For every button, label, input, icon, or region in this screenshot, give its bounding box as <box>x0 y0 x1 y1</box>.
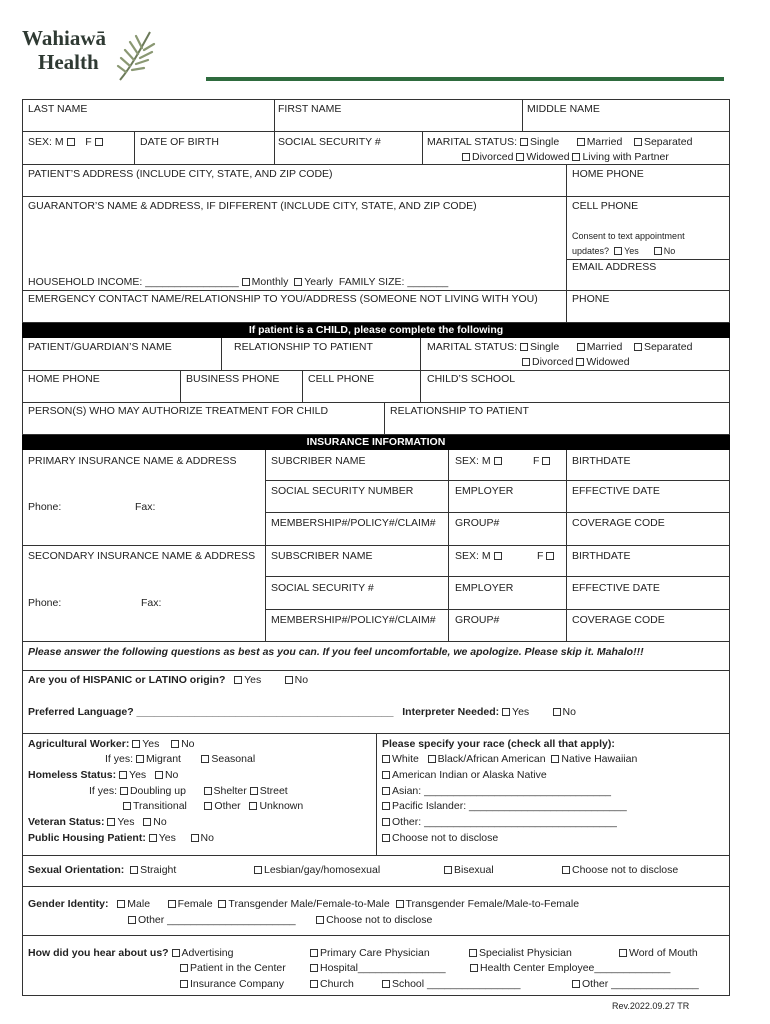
homeless-no-label: No <box>164 769 179 781</box>
child-marital-row2 <box>522 355 630 369</box>
gender-label: Gender Identity: <box>28 898 109 910</box>
veteran-label: Veteran Status: <box>28 816 105 828</box>
child-married-label: Married <box>586 341 623 353</box>
birthdate-2-label: BIRTHDATE <box>572 550 631 562</box>
black-label: Black/African American <box>437 753 546 765</box>
patient-address-label: PATIENT’S ADDRESS (INCLUDE CITY, STATE, AND ZIP CODE) <box>28 168 333 180</box>
divorced-label: Divorced <box>472 151 514 163</box>
guardian-relationship-label: RELATIONSHIP TO PATIENT <box>234 341 373 353</box>
hispanic-label: Are you of HISPANIC or LATINO origin? <box>28 674 226 686</box>
sex-f-checkbox[interactable] <box>95 138 103 146</box>
employee-checkbox[interactable] <box>470 964 478 972</box>
school-option <box>382 977 520 991</box>
race-other-checkbox[interactable] <box>382 818 390 826</box>
bisexual-checkbox[interactable] <box>444 866 452 874</box>
first-name-label: FIRST NAME <box>278 103 342 115</box>
ag-if-yes-label: If yes: <box>105 753 134 765</box>
gender-row2 <box>128 913 432 927</box>
street-label: Street <box>259 785 288 797</box>
orientation-decline-option <box>562 863 678 877</box>
logo-line2: Health <box>38 50 99 74</box>
school-checkbox[interactable] <box>382 980 390 988</box>
race-row5 <box>382 815 617 829</box>
employer-label: EMPLOYER <box>455 485 514 497</box>
widowed-label: Widowed <box>526 151 570 163</box>
trans-mf-checkbox[interactable] <box>218 900 226 908</box>
ins2-sex-f <box>537 549 556 563</box>
membership-label: MEMBERSHIP#/POLICY#/CLAIM# <box>271 517 436 529</box>
unknown-label: Unknown <box>259 800 304 812</box>
lesbian-label: Lesbian/gay/homosexual <box>264 864 381 876</box>
gender-row1 <box>28 897 579 911</box>
homeless-no-checkbox[interactable] <box>155 771 163 779</box>
logo-line1: Wahiawā <box>22 26 107 50</box>
doubling-label: Doubling up <box>129 785 186 797</box>
hawaiian-label: Native Hawaiian <box>561 753 638 765</box>
child-school-label: CHILD’S SCHOOL <box>427 373 516 385</box>
hispanic-question <box>28 673 308 687</box>
sex-f-label: F <box>85 136 92 148</box>
ag-no-checkbox[interactable] <box>171 740 179 748</box>
hear-other-option <box>572 977 699 991</box>
child-single-checkbox[interactable] <box>520 343 528 351</box>
child-home-phone-label: HOME PHONE <box>28 373 100 385</box>
homeless-detail-row2 <box>123 799 303 813</box>
word-label: Word of Mouth <box>629 947 698 959</box>
child-marital-row1 <box>427 340 692 354</box>
interpreter-yes-label: Yes <box>512 706 530 718</box>
coverage-code-label: COVERAGE CODE <box>572 517 665 529</box>
effective-date-label: EFFECTIVE DATE <box>572 485 660 497</box>
home-phone-label: HOME PHONE <box>572 168 644 180</box>
hospital-option <box>310 961 446 975</box>
widowed-checkbox[interactable] <box>516 153 524 161</box>
child-marital-label: MARITAL STATUS: <box>427 341 518 353</box>
race-row4 <box>382 799 627 813</box>
advertising-checkbox[interactable] <box>172 949 180 957</box>
child-cell-phone-label: CELL PHONE <box>308 373 375 385</box>
last-name-label: LAST NAME <box>28 103 88 115</box>
trans-fm-label: Transgender Female/Male-to-Female <box>405 898 580 910</box>
ins-company-option <box>180 977 284 991</box>
married-checkbox[interactable] <box>577 138 585 146</box>
specialist-checkbox[interactable] <box>469 949 477 957</box>
homeless-label: Homeless Status: <box>28 769 117 781</box>
pacific-checkbox[interactable] <box>382 802 390 810</box>
subscriber-name-2-label: SUBSCRIBER NAME <box>271 550 373 562</box>
guarantor-label: GUARANTOR’S NAME & ADDRESS, IF DIFFERENT (INCLUDE CITY, STATE, AND ZIP CODE) <box>28 200 477 212</box>
consent-no-label: No <box>663 246 676 256</box>
church-checkbox[interactable] <box>310 980 318 988</box>
single-checkbox[interactable] <box>520 138 528 146</box>
interpreter-yes-checkbox[interactable] <box>502 708 510 716</box>
ag-worker-row <box>28 737 195 751</box>
shelter-checkbox[interactable] <box>204 787 212 795</box>
race-decline-label: Choose not to disclose <box>392 832 499 844</box>
interpreter-no-checkbox[interactable] <box>553 708 561 716</box>
school-label: School ________________ <box>392 978 521 990</box>
homeless-other-label: Other <box>214 800 241 812</box>
monthly-checkbox[interactable] <box>242 278 250 286</box>
secondary-phone-label: Phone: <box>28 597 62 609</box>
ins-sex-f <box>533 454 552 468</box>
church-option <box>310 977 354 991</box>
header-rule <box>206 77 724 81</box>
marital-label: MARITAL STATUS: <box>427 136 518 148</box>
child-separated-label: Separated <box>643 341 693 353</box>
divorced-checkbox[interactable] <box>462 153 470 161</box>
specialist-label: Specialist Physician <box>479 947 572 959</box>
ins-sex-f-checkbox[interactable] <box>542 457 550 465</box>
hospital-checkbox[interactable] <box>310 964 318 972</box>
unknown-checkbox[interactable] <box>249 802 257 810</box>
language-label: Preferred Language? ____________________________________________ <box>28 706 394 718</box>
primary-care-checkbox[interactable] <box>310 949 318 957</box>
orientation-row <box>28 863 176 877</box>
consent-yes-checkbox[interactable] <box>614 247 622 255</box>
lesbian-checkbox[interactable] <box>254 866 262 874</box>
single-label: Single <box>529 136 560 148</box>
child-divorced-label: Divorced <box>532 356 574 368</box>
interpreter-label: Interpreter Needed: <box>402 706 500 718</box>
hispanic-yes-label: Yes <box>244 674 262 686</box>
homeless-yes-checkbox[interactable] <box>119 771 127 779</box>
hear-other-checkbox[interactable] <box>572 980 580 988</box>
authorize-relationship-label: RELATIONSHIP TO PATIENT <box>390 405 529 417</box>
homeless-yes-label: Yes <box>129 769 147 781</box>
primary-phone-label: Phone: <box>28 501 62 513</box>
group-label: GROUP# <box>455 517 500 529</box>
female-label: Female <box>177 898 213 910</box>
interpreter-no-label: No <box>562 706 576 718</box>
homeless-other-checkbox[interactable] <box>204 802 212 810</box>
child-section-header: If patient is a CHILD, please complete the following <box>22 323 730 338</box>
household-income-label: HOUSEHOLD INCOME: ________________ <box>28 276 239 288</box>
street-checkbox[interactable] <box>250 787 258 795</box>
housing-label: Public Housing Patient: <box>28 832 146 844</box>
email-label: EMAIL ADDRESS <box>572 261 657 273</box>
race-row1 <box>382 752 637 766</box>
partner-label: Living with Partner <box>582 151 669 163</box>
homeless-detail-row1 <box>89 784 288 798</box>
ag-worker-label: Agricultural Worker: <box>28 738 130 750</box>
monthly-label: Monthly <box>251 276 289 288</box>
language-row <box>28 705 576 719</box>
veteran-row <box>28 815 167 829</box>
ag-yes-label: Yes <box>142 738 160 750</box>
homeless-row <box>28 768 178 782</box>
male-checkbox[interactable] <box>117 900 125 908</box>
ins-company-label: Insurance Company <box>190 978 284 990</box>
palm-leaf-icon <box>116 28 156 82</box>
race-other-label: Other: _________________________________ <box>392 816 617 828</box>
primary-insurance-label: PRIMARY INSURANCE NAME & ADDRESS <box>28 455 237 467</box>
trans-fm-checkbox[interactable] <box>396 900 404 908</box>
gender-other-checkbox[interactable] <box>128 916 136 924</box>
veteran-yes-label: Yes <box>117 816 135 828</box>
membership-2-label: MEMBERSHIP#/POLICY#/CLAIM# <box>271 614 436 626</box>
household-income-row <box>28 275 448 289</box>
sex-m-checkbox[interactable] <box>67 138 75 146</box>
church-label: Church <box>320 978 354 990</box>
child-married-checkbox[interactable] <box>577 343 585 351</box>
american-indian-checkbox[interactable] <box>382 771 390 779</box>
race-row3 <box>382 784 611 798</box>
bisexual-label: Bisexual <box>454 864 494 876</box>
logo <box>20 24 160 84</box>
bisexual-option <box>444 863 494 877</box>
child-business-phone-label: BUSINESS PHONE <box>186 373 280 385</box>
hispanic-yes-checkbox[interactable] <box>234 676 242 684</box>
yearly-label: Yearly <box>304 276 334 288</box>
ins2-sex-m <box>455 549 504 563</box>
authorize-label: PERSON(S) WHO MAY AUTHORIZE TREATMENT FOR CHILD <box>28 405 329 417</box>
employee-option <box>470 961 670 975</box>
veteran-yes-checkbox[interactable] <box>107 818 115 826</box>
ag-no-label: No <box>181 738 195 750</box>
migrant-checkbox[interactable] <box>136 755 144 763</box>
in-center-label: Patient in the Center <box>190 962 286 974</box>
consent-question: updates? <box>572 246 610 256</box>
migrant-label: Migrant <box>145 753 181 765</box>
yearly-checkbox[interactable] <box>294 278 302 286</box>
marital-status-row2 <box>462 150 669 164</box>
child-widowed-label: Widowed <box>586 356 630 368</box>
sex-label: SEX: M <box>28 136 64 148</box>
separated-checkbox[interactable] <box>634 138 642 146</box>
straight-checkbox[interactable] <box>130 866 138 874</box>
guardian-name-label: PATIENT/GUARDIAN’S NAME <box>28 341 172 353</box>
cell-phone-label: CELL PHONE <box>572 200 639 212</box>
employee-label: Health Center Employee_____________ <box>480 962 671 974</box>
homeless-if-yes-label: If yes: <box>89 785 118 797</box>
revision-footer: Rev.2022.09.27 TR <box>612 1001 690 1011</box>
consent-no-checkbox[interactable] <box>654 247 662 255</box>
survey-intro: Please answer the following questions as best as you can. If you feel uncomfortable, we apologize. Please skip it. Mahalo!!! <box>28 646 644 658</box>
seasonal-checkbox[interactable] <box>201 755 209 763</box>
primary-care-label: Primary Care Physician <box>320 947 430 959</box>
transitional-label: Transitional <box>133 800 187 812</box>
hear-other-label: Other _______________ <box>582 978 699 990</box>
shelter-label: Shelter <box>213 785 247 797</box>
veteran-no-checkbox[interactable] <box>143 818 151 826</box>
housing-no-label: No <box>200 832 214 844</box>
child-widowed-checkbox[interactable] <box>576 358 584 366</box>
ins-sex-m <box>455 454 504 468</box>
black-checkbox[interactable] <box>428 755 436 763</box>
word-checkbox[interactable] <box>619 949 627 957</box>
pacific-label: Pacific Islander: ___________________________ <box>392 800 627 812</box>
employer-2-label: EMPLOYER <box>455 582 514 594</box>
hospital-label: Hospital_______________ <box>320 962 446 974</box>
housing-yes-label: Yes <box>158 832 176 844</box>
ag-detail-row <box>105 752 255 766</box>
child-single-label: Single <box>529 341 560 353</box>
insurance-section-header: INSURANCE INFORMATION <box>22 435 730 450</box>
subscriber-name-label: SUBCRIBER NAME <box>271 455 366 467</box>
ssn-label: SOCIAL SECURITY # <box>278 136 381 148</box>
separated-label: Separated <box>643 136 693 148</box>
lesbian-option <box>254 863 380 877</box>
ins2-sex-m-label: SEX: M <box>455 550 491 562</box>
consent-label: Consent to text appointment <box>572 231 685 241</box>
straight-label: Straight <box>140 864 177 876</box>
hispanic-no-checkbox[interactable] <box>285 676 293 684</box>
middle-name-label: MIDDLE NAME <box>527 103 600 115</box>
secondary-insurance-label: SECONDARY INSURANCE NAME & ADDRESS <box>28 550 256 562</box>
female-checkbox[interactable] <box>168 900 176 908</box>
advertising-label: Advertising <box>181 947 234 959</box>
ins-sex-m-checkbox[interactable] <box>494 457 502 465</box>
race-row2 <box>382 768 547 782</box>
ssn-2-label: SOCIAL SECURITY # <box>271 582 374 594</box>
ssn-number-label: SOCIAL SECURITY NUMBER <box>271 485 414 497</box>
in-center-option <box>180 961 286 975</box>
secondary-fax-label: Fax: <box>141 597 162 609</box>
child-separated-checkbox[interactable] <box>634 343 642 351</box>
in-center-checkbox[interactable] <box>180 964 188 972</box>
asian-label: Asian: ________________________________ <box>392 785 611 797</box>
ins-sex-m-label: SEX: M <box>455 455 491 467</box>
consent-options <box>572 244 675 258</box>
gender-decline-label: Choose not to disclose <box>326 914 433 926</box>
emergency-phone-label: PHONE <box>572 293 610 305</box>
seasonal-label: Seasonal <box>211 753 256 765</box>
housing-yes-checkbox[interactable] <box>149 834 157 842</box>
emergency-contact-label: EMERGENCY CONTACT NAME/RELATIONSHIP TO YOU/ADDRESS (SOMEONE NOT LIVING WITH YOU) <box>28 293 538 305</box>
marital-status-row1 <box>427 135 692 149</box>
hispanic-no-label: No <box>294 674 309 686</box>
race-title: Please specify your race (check all that apply): <box>382 738 615 750</box>
dob-label: DATE OF BIRTH <box>140 136 219 148</box>
veteran-no-label: No <box>153 816 167 828</box>
gender-other-label: Other ______________________ <box>138 914 296 926</box>
orientation-decline-checkbox[interactable] <box>562 866 570 874</box>
ins-company-checkbox[interactable] <box>180 980 188 988</box>
white-label: White <box>392 753 419 765</box>
doubling-checkbox[interactable] <box>120 787 128 795</box>
ins2-sex-f-checkbox[interactable] <box>546 552 554 560</box>
white-checkbox[interactable] <box>382 755 390 763</box>
trans-mf-label: Transgender Male/Female-to-Male <box>228 898 390 910</box>
housing-no-checkbox[interactable] <box>191 834 199 842</box>
sex-field <box>28 135 105 149</box>
hear-row1 <box>28 946 233 960</box>
race-decline-checkbox[interactable] <box>382 834 390 842</box>
primary-fax-label: Fax: <box>135 501 156 513</box>
housing-row <box>28 831 214 845</box>
gender-decline-checkbox[interactable] <box>316 916 324 924</box>
ag-yes-checkbox[interactable] <box>132 740 140 748</box>
american-indian-label: American Indian or Alaska Native <box>392 769 547 781</box>
hear-label: How did you hear about us? <box>28 947 169 959</box>
partner-checkbox[interactable] <box>572 153 580 161</box>
ins-sex-f-label: F <box>533 455 540 467</box>
race-row6 <box>382 831 498 845</box>
child-divorced-checkbox[interactable] <box>522 358 530 366</box>
male-label: Male <box>127 898 151 910</box>
coverage-code-2-label: COVERAGE CODE <box>572 614 665 626</box>
asian-checkbox[interactable] <box>382 787 390 795</box>
effective-date-2-label: EFFECTIVE DATE <box>572 582 660 594</box>
group-2-label: GROUP# <box>455 614 500 626</box>
specialist-option <box>469 946 572 960</box>
married-label: Married <box>586 136 623 148</box>
consent-yes-label: Yes <box>624 246 639 256</box>
primary-care-option <box>310 946 430 960</box>
orientation-decline-label: Choose not to disclose <box>572 864 679 876</box>
family-size-label: FAMILY SIZE: _______ <box>338 276 449 288</box>
transitional-checkbox[interactable] <box>123 802 131 810</box>
ins2-sex-f-label: F <box>537 550 544 562</box>
orientation-label: Sexual Orientation: <box>28 864 125 876</box>
hawaiian-checkbox[interactable] <box>551 755 559 763</box>
ins2-sex-m-checkbox[interactable] <box>494 552 502 560</box>
word-option <box>619 946 698 960</box>
birthdate-label: BIRTHDATE <box>572 455 631 467</box>
